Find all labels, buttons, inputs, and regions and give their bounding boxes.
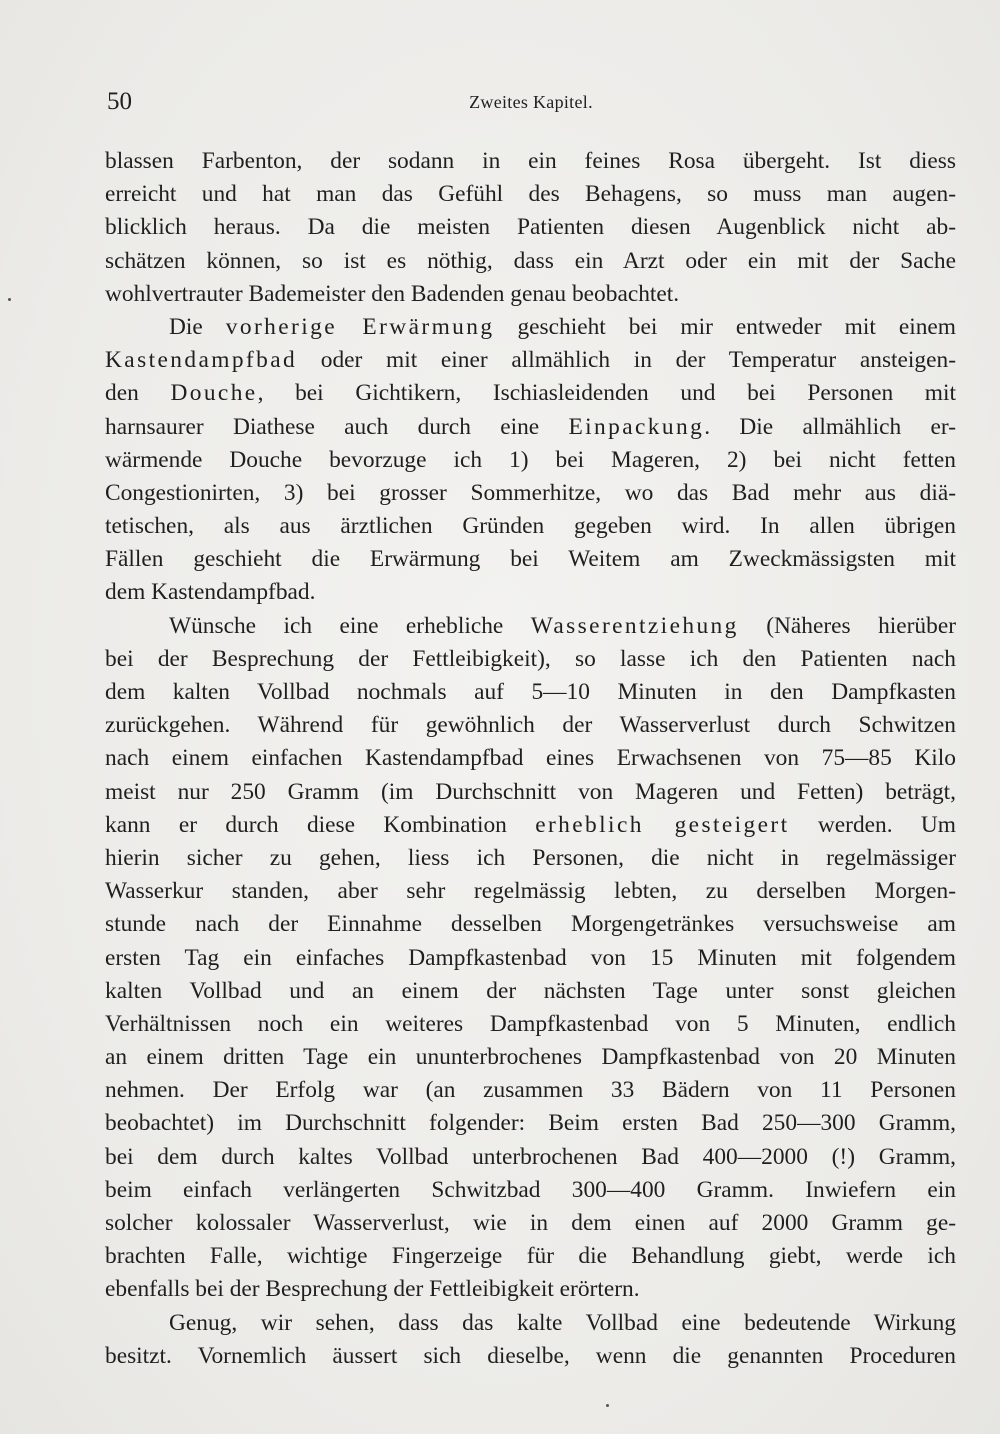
text-run: brachten Falle, wichtige Fingerzeige für die Behandlung giebt, werde ich xyxy=(105,1243,956,1270)
body-text xyxy=(105,145,956,1373)
text-line xyxy=(105,942,956,975)
running-head: Zweites Kapitel. xyxy=(469,92,593,112)
text-line xyxy=(105,477,956,510)
text-run: blicklich heraus. Da die meisten Patienten diesen Augenblick nicht ab- xyxy=(105,214,956,241)
emphasized-term: Kastendampfbad xyxy=(105,347,298,374)
text-run: harnsaurer Diathese auch durch eine xyxy=(105,413,569,440)
text-run: beim einfach verlängerten Schwitzbad 300—400 Gramm. Inwiefern ein xyxy=(105,1176,956,1203)
text-run: Congestionirten, 3) bei grosser Sommerhitze, wo das Bad mehr aus diä- xyxy=(105,479,956,506)
text-run: beobachtet) im Durchschnitt folgender: Beim ersten Bad 250—300 Gramm, xyxy=(105,1110,956,1137)
text-run: oder mit einer allmählich in der Temperatur ansteigen- xyxy=(297,347,956,374)
text-run: Fällen geschieht die Erwärmung bei Weitem am Zweckmässigsten mit xyxy=(105,546,956,573)
paragraph-start-line xyxy=(105,1307,956,1340)
text-run: meist nur 250 Gramm (im Durchschnitt von Mageren und Fetten) beträgt, xyxy=(105,778,956,805)
emphasized-term: vorherige Erwärmung xyxy=(225,313,495,340)
text-run: , bei Gichtikern, Ischiasleidenden und bei Personen mit xyxy=(257,380,956,407)
page-header xyxy=(107,88,955,118)
text-line xyxy=(105,1041,956,1074)
text-line xyxy=(105,776,956,809)
text-line xyxy=(105,1240,956,1273)
text-line xyxy=(105,1207,956,1240)
text-run: geschieht bei mir entweder mit einem xyxy=(494,313,956,340)
text-run: nehmen. Der Erfolg war (an zusammen 33 Bädern von 11 Personen xyxy=(105,1077,956,1104)
text-line xyxy=(105,1174,956,1207)
text-line xyxy=(105,709,956,742)
text-line xyxy=(105,145,956,178)
text-run: dem Kastendampfbad. xyxy=(105,579,316,606)
text-run: wohlvertrauter Bademeister den Badenden genau beobachtet. xyxy=(105,280,680,307)
text-line xyxy=(105,875,956,908)
text-line xyxy=(105,908,956,941)
text-run: ebenfalls bei der Besprechung der Fettleibigkeit erörtern. xyxy=(105,1276,640,1303)
text-line xyxy=(105,975,956,1008)
text-run: wärmende Douche bevorzuge ich 1) bei Mageren, 2) bei nicht fetten xyxy=(105,446,956,473)
text-run: nach einem einfachen Kastendampfbad eines Erwachsenen von 75—85 Kilo xyxy=(105,745,956,772)
text-line xyxy=(105,278,956,311)
paragraph-start-line xyxy=(105,311,956,344)
text-line xyxy=(105,576,956,609)
text-line xyxy=(105,543,956,576)
text-run: erreicht und hat man das Gefühl des Behagens, so muss man augen- xyxy=(105,181,956,208)
text-line xyxy=(105,842,956,875)
text-run: blassen Farbenton, der sodann in ein feines Rosa übergeht. Ist diess xyxy=(105,148,956,174)
text-run: kalten Vollbad und an einem der nächsten Tage unter sonst gleichen xyxy=(105,977,956,1004)
text-run: bei der Besprechung der Fettleibigkeit), so lasse ich den Patienten nach xyxy=(105,645,956,672)
text-run: kann er durch diese Kombination xyxy=(105,811,536,838)
text-run: tetischen, als aus ärztlichen Gründen gegeben wird. In allen übrigen xyxy=(105,513,956,540)
text-run: Wünsche ich eine erhebliche xyxy=(169,612,531,639)
text-run: bei dem durch kaltes Vollbad unterbrochenen Bad 400—2000 (!) Gramm, xyxy=(105,1143,956,1170)
text-line xyxy=(105,444,956,477)
text-run: besitzt. Vornemlich äussert sich dieselbe, wenn die genannten Proceduren xyxy=(105,1342,956,1369)
text-line xyxy=(105,742,956,775)
text-line xyxy=(105,1340,956,1373)
text-run: zurückgehen. Während für gewöhnlich der Wasserverlust durch Schwitzen xyxy=(105,712,956,739)
text-run: ersten Tag ein einfaches Dampfkastenbad von 15 Minuten mit folgendem xyxy=(105,944,956,971)
page-number: 50 xyxy=(107,88,132,115)
text-line xyxy=(105,1141,956,1174)
text-line xyxy=(105,676,956,709)
paper-speck xyxy=(8,298,11,301)
text-line xyxy=(105,211,956,244)
text-line xyxy=(105,344,956,377)
text-run: Verhältnissen noch ein weiteres Dampfkastenbad von 5 Minuten, endlich xyxy=(105,1010,956,1037)
text-run: solcher kolossaler Wasserverlust, wie in dem einen auf 2000 Gramm ge- xyxy=(105,1210,956,1236)
emphasized-term: erheblich gesteigert xyxy=(535,811,790,838)
text-run: Genug, wir sehen, dass das kalte Vollbad eine bedeutende Wirkung xyxy=(169,1309,956,1336)
paper-speck xyxy=(606,1404,609,1407)
text-run: hierin sicher zu gehen, liess ich Personen, die nicht in regelmässiger xyxy=(105,844,956,871)
text-line xyxy=(105,245,956,278)
text-line xyxy=(105,377,956,410)
text-run: (Näheres hierüber xyxy=(738,612,956,639)
text-run: den xyxy=(105,380,171,407)
text-run: dem kalten Vollbad nochmals auf 5—10 Minuten in den Dampfkasten xyxy=(105,679,956,705)
text-run: . Die allmählich er- xyxy=(704,413,956,440)
text-line xyxy=(105,1074,956,1107)
text-line xyxy=(105,643,956,676)
text-line xyxy=(105,1273,956,1306)
emphasized-term: Douche xyxy=(170,380,258,407)
text-line xyxy=(105,1008,956,1041)
paragraph-start-line xyxy=(105,610,956,643)
text-line xyxy=(105,178,956,211)
text-run: schätzen können, so ist es nöthig, dass ein Arzt oder ein mit der Sache xyxy=(105,247,956,274)
text-run: werden. Um xyxy=(789,811,956,838)
text-line xyxy=(105,809,956,842)
text-run: Die xyxy=(169,313,226,340)
text-run: Wasserkur standen, aber sehr regelmässig lebten, zu derselben Morgen- xyxy=(105,878,956,905)
emphasized-term: Einpackung xyxy=(568,413,705,440)
text-line xyxy=(105,510,956,543)
text-line xyxy=(105,411,956,444)
text-line xyxy=(105,1107,956,1140)
text-run: an einem dritten Tage ein ununterbrochenes Dampfkastenbad von 20 Minuten xyxy=(105,1044,956,1071)
text-run: stunde nach der Einnahme desselben Morgengetränkes versuchsweise am xyxy=(105,911,956,938)
emphasized-term: Wasserentziehung xyxy=(530,612,739,639)
